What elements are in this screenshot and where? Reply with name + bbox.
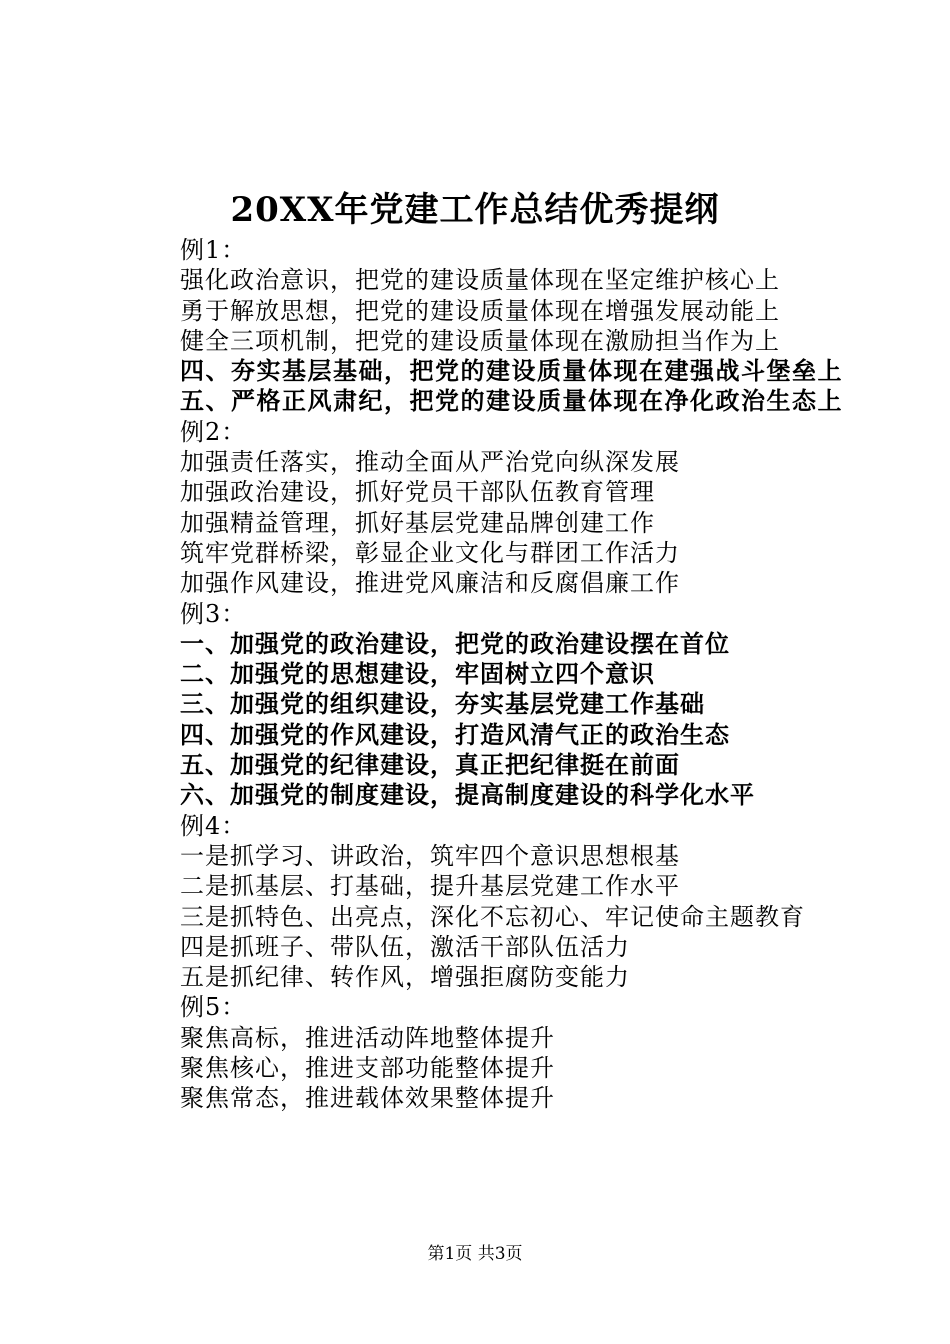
text-line: 五、加强党的纪律建设，真正把纪律挺在前面 [180, 751, 680, 780]
text-line: 强化政治意识，把党的建设质量体现在坚定维护核心上 [180, 266, 780, 295]
text-line: 勇于解放思想，把党的建设质量体现在增强发展动能上 [180, 296, 780, 325]
text-line: 聚焦常态，推进载体效果整体提升 [180, 1084, 555, 1113]
text-line: 一、加强党的政治建设，把党的政治建设摆在首位 [180, 629, 730, 658]
text-line: 加强责任落实，推动全面从严治党向纵深发展 [180, 448, 680, 477]
text-line: 聚焦核心，推进支部功能整体提升 [180, 1054, 555, 1083]
text-line: 三是抓特色、出亮点，深化不忘初心、牢记使命主题教育 [180, 902, 805, 931]
text-line: 五是抓纪律、转作风，增强拒腐防变能力 [180, 963, 630, 992]
page-footer: 第1页 共3页 [427, 1244, 523, 1264]
text-line: 例4： [180, 811, 247, 840]
text-line: 四是抓班子、带队伍，激活干部队伍活力 [180, 932, 630, 961]
text-line: 二、加强党的思想建设，牢固树立四个意识 [180, 660, 655, 689]
text-line: 六、加强党的制度建设，提高制度建设的科学化水平 [180, 781, 755, 810]
text-line: 二是抓基层、打基础，提升基层党建工作水平 [180, 872, 680, 901]
text-line: 例1： [180, 236, 247, 264]
text-line: 聚焦高标，推进活动阵地整体提升 [180, 1023, 555, 1052]
text-line: 健全三项机制，把党的建设质量体现在激励担当作为上 [180, 326, 780, 355]
text-line: 筑牢党群桥梁，彰显企业文化与群团工作活力 [180, 538, 680, 567]
text-line: 例2： [180, 417, 247, 446]
text-line: 例3： [180, 599, 247, 628]
document-body [128, 235, 843, 1114]
text-line: 加强作风建设，推进党风廉洁和反腐倡廉工作 [180, 569, 680, 598]
text-line: 加强精益管理，抓好基层党建品牌创建工作 [180, 508, 655, 537]
text-line: 例5： [180, 993, 247, 1022]
text-line: 四、加强党的作风建设，打造风清气正的政治生态 [180, 720, 730, 749]
text-line: 四、夯实基层基础，把党的建设质量体现在建强战斗堡垒上 [180, 357, 843, 386]
text-line: 五、严格正风肃纪，把党的建设质量体现在净化政治生态上 [180, 387, 843, 416]
text-line: 一是抓学习、讲政治，筑牢四个意识思想根基 [180, 841, 680, 870]
text-line: 加强政治建设，抓好党员干部队伍教育管理 [180, 478, 655, 507]
text-line: 三、加强党的组织建设，夯实基层党建工作基础 [180, 690, 705, 719]
document-title: 20XX年党建工作总结优秀提纲 [230, 190, 720, 230]
